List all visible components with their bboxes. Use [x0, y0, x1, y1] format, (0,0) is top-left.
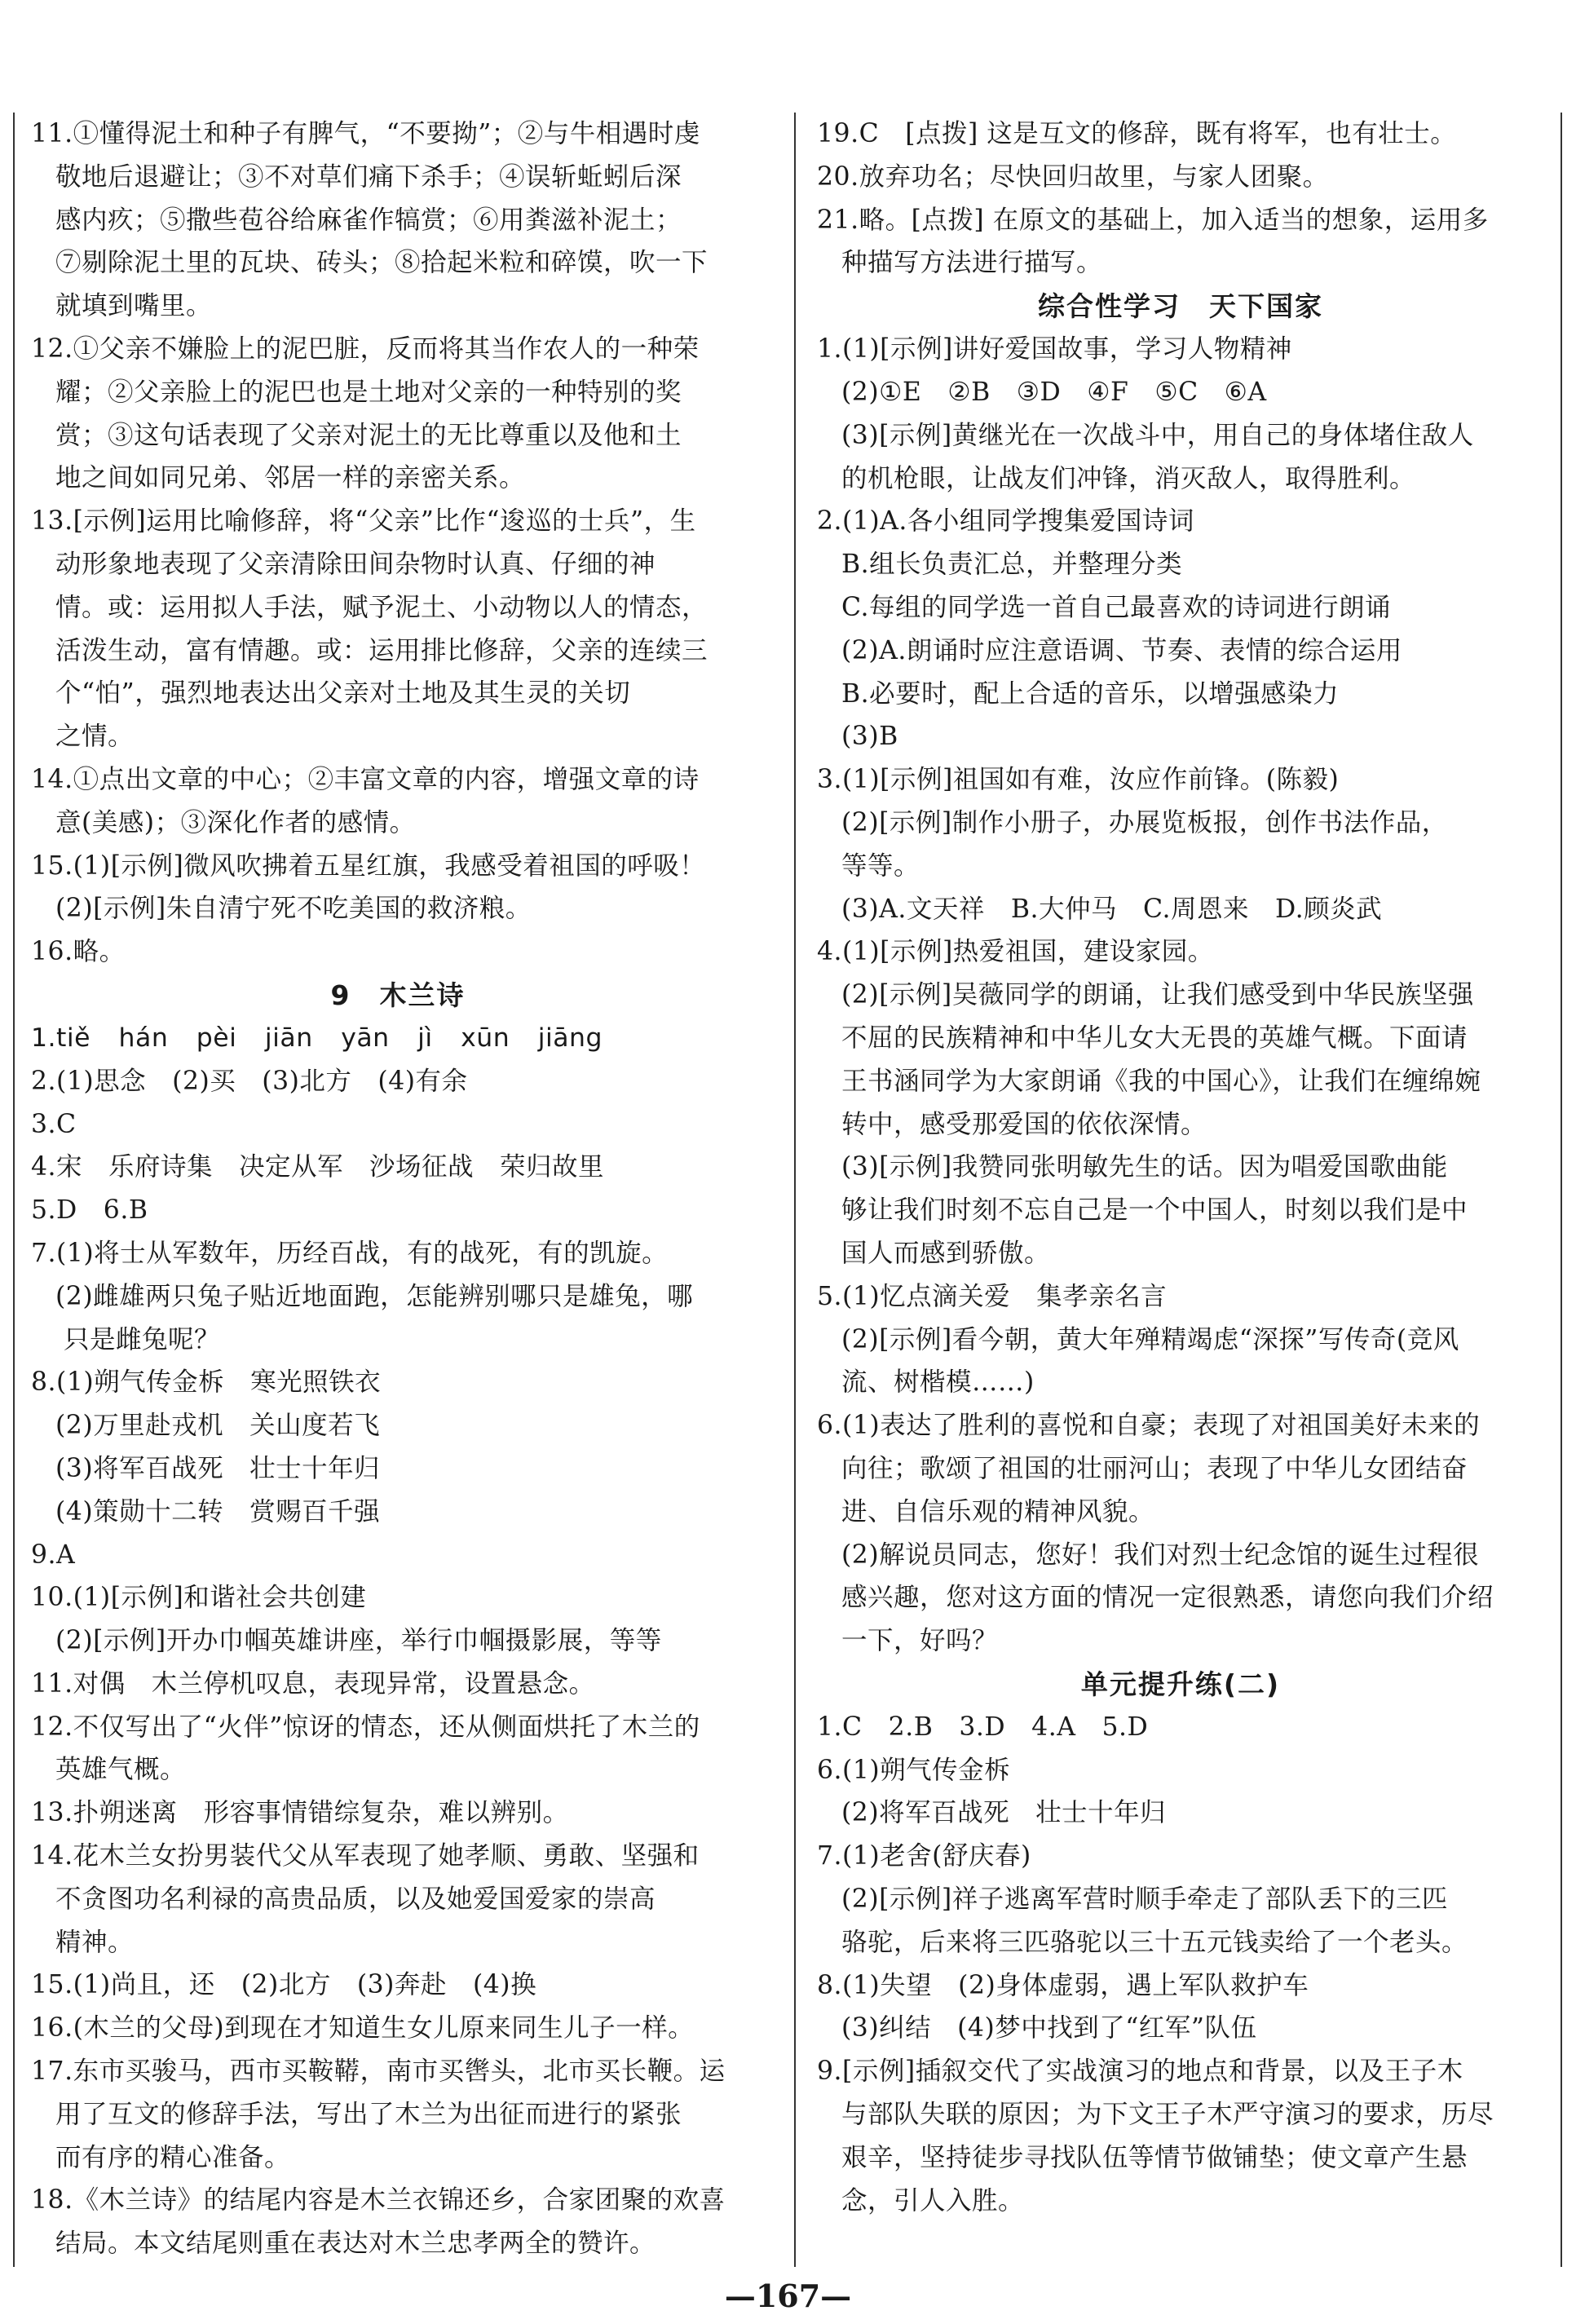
answer-line: 动形象地表现了父亲清除田间杂物时认真、仔细的神	[55, 549, 656, 579]
answer-line: 进、自信乐观的精神风貌。	[841, 1496, 1155, 1527]
answer-line: 16.略。	[31, 937, 126, 967]
answer-line: 敬地后退避让；③不对草们痛下杀手；④误斩蚯蚓后深	[55, 161, 682, 192]
answer-line: 18.《木兰诗》的结尾内容是木兰衣锦还乡，合家团聚的欢喜	[31, 2185, 726, 2216]
page-number: —167—	[724, 2278, 852, 2314]
answer-line: 情。或：运用拟人手法，赋予泥土、小动物以人的情态，	[55, 592, 709, 622]
answer-line: 骆驼，后来将三匹骆驼以三十五元钱卖给了一个老头。	[841, 1927, 1468, 1957]
section-heading: 9 木兰诗	[330, 979, 466, 1011]
answer-line: (4)策勋十二转 赏赐百千强	[55, 1496, 381, 1527]
answer-line: 1.C 2.B 3.D 4.A 5.D	[817, 1712, 1149, 1742]
answer-line: 20.放弃功名；尽快回归故里，与家人团聚。	[817, 161, 1329, 192]
answer-line: 向往；歌颂了祖国的壮丽河山；表现了中华儿女团结奋	[841, 1453, 1468, 1483]
answer-line: 1.tiě hán pèi jiān yān jì xūn jiāng	[31, 1023, 603, 1053]
answer-line: 15.(1)尚且，还 (2)北方 (3)奔赴 (4)换	[31, 1970, 537, 2000]
answer-line: 17.东市买骏马，西市买鞍鞯，南市买辔头，北市买长鞭。运	[31, 2057, 726, 2087]
answer-line: (2)①E ②B ③D ④F ⑤C ⑥A	[841, 377, 1267, 407]
answer-line: 耀；②父亲脸上的泥巴也是土地对父亲的一种特别的奖	[55, 377, 682, 407]
answer-line: (3)A.文天祥 B.大仲马 C.周恩来 D.顾炎武	[841, 894, 1383, 924]
answer-line: (3)将军百战死 壮士十年归	[55, 1453, 381, 1483]
answer-line: (2)雌雄两只兔子贴近地面跑，怎能辨别哪只是雄兔，哪	[55, 1281, 694, 1311]
answer-line: 的机枪眼，让战友们冲锋，消灭敌人，取得胜利。	[841, 463, 1416, 493]
answer-line: 种描写方法进行描写。	[841, 248, 1103, 278]
answer-line: 地之间如同兄弟、邻居一样的亲密关系。	[55, 463, 526, 493]
answer-line: 个“怕”，强烈地表达出父亲对土地及其生灵的关切	[55, 678, 631, 709]
answer-line: (3)纠结 (4)梦中找到了“红军”队伍	[841, 2013, 1257, 2043]
answer-line: 4.(1)[示例]热爱祖国，建设家园。	[817, 937, 1214, 967]
answer-line: 只是雌兔呢？	[64, 1324, 221, 1354]
answer-line: 一下，好吗？	[841, 1626, 999, 1656]
answer-line: 精神。	[55, 1927, 135, 1957]
answer-line: 流、树楷模……)	[841, 1367, 1035, 1398]
answer-line: 15.(1)[示例]微风吹拂着五星红旗，我感受着祖国的呼吸！	[31, 851, 706, 881]
answer-line: 不贪图功名利禄的高贵品质，以及她爱国爱家的崇高	[55, 1884, 656, 1914]
answer-line: 8.(1)失望 (2)身体虚弱，遇上军队救护车	[817, 1970, 1309, 2000]
answer-line: 结局。本文结尾则重在表达对木兰忠孝两全的赞许。	[55, 2229, 656, 2259]
answer-line: (2)[示例]祥子逃离军营时顺手牵走了部队丢下的三匹	[841, 1884, 1448, 1915]
answer-line: 9.[示例]插叙交代了实战演习的地点和背景，以及王子木	[817, 2057, 1463, 2087]
answer-line: 7.(1)将士从军数年，历经百战，有的战死，有的凯旋。	[31, 1238, 669, 1268]
answer-line: 王书涵同学为大家朗诵《我的中国心》，让我们在缠绵婉	[841, 1066, 1481, 1096]
answer-line: 赏；③这句话表现了父亲对泥土的无比尊重以及他和土	[55, 420, 682, 450]
answer-line: 8.(1)朔气传金柝 寒光照铁衣	[31, 1367, 382, 1398]
answer-line: (3)[示例]黄继光在一次战斗中，用自己的身体堵住敌人	[841, 420, 1474, 450]
answer-line: (3)[示例]我赞同张明敏先生的话。因为唱爱国歌曲能	[841, 1152, 1448, 1182]
answer-line: B.必要时，配上合适的音乐，以增强感染力	[841, 678, 1340, 709]
answer-line: 就填到嘴里。	[55, 291, 213, 321]
answer-line: (2)将军百战死 壮士十年归	[841, 1798, 1167, 1828]
answer-line: 5.D 6.B	[31, 1195, 148, 1226]
answer-line: B.组长负责汇总，并整理分类	[841, 550, 1183, 580]
answer-line: 国人而感到骄傲。	[841, 1238, 1051, 1268]
answer-line: 而有序的精心准备。	[55, 2142, 291, 2172]
answer-line: 16.(木兰的父母)到现在才知道生女儿原来同生儿子一样。	[31, 2013, 695, 2043]
answer-line: (2)万里赴戎机 关山度若飞	[55, 1411, 381, 1441]
answer-line: (3)B	[841, 722, 898, 752]
answer-line: 1.(1)[示例]讲好爱国故事，学习人物精神	[817, 334, 1292, 365]
answer-line: 10.(1)[示例]和谐社会共创建	[31, 1583, 367, 1613]
answer-line: 念，引人入胜。	[841, 2185, 1025, 2216]
answer-line: 与部队失联的原因；为下文王子木严守演习的要求，历尽	[841, 2100, 1494, 2130]
answer-line: 7.(1)老舍(舒庆春)	[817, 1841, 1031, 1871]
answer-line: 13.扑朔迷离 形容事情错综复杂，难以辨别。	[31, 1798, 569, 1828]
answer-line: C.每组的同学选一首自己最喜欢的诗词进行朗诵	[841, 592, 1391, 622]
answer-line: 13.[示例]运用比喻修辞，将“父亲”比作“逡巡的士兵”，生	[31, 506, 696, 537]
answer-line: 意(美感)；③深化作者的感情。	[55, 807, 416, 837]
answer-line: 活泼生动，富有情趣。或：运用排比修辞，父亲的连续三	[55, 635, 709, 665]
answer-line: 2.(1)A.各小组同学搜集爱国诗词	[817, 506, 1194, 537]
answer-line: 之情。	[55, 722, 135, 752]
answer-line: 21.略。[点拨] 在原文的基础上，加入适当的想象，运用多	[817, 205, 1489, 235]
answer-line: 19.C [点拨] 这是互文的修辞，既有将军，也有壮士。	[817, 119, 1457, 148]
answer-line: 14.①点出文章的中心；②丰富文章的内容，增强文章的诗	[31, 764, 700, 794]
answer-line: 11.①懂得泥土和种子有脾气，“不要拗”；②与牛相遇时虔	[31, 119, 700, 148]
answer-line: 12.①父亲不嫌脸上的泥巴脏，反而将其当作农人的一种荣	[31, 334, 700, 364]
answer-line: 12.不仅写出了“火伴”惊讶的情态，还从侧面烘托了木兰的	[31, 1712, 700, 1742]
answer-line: 够让我们时刻不忘自己是一个中国人，时刻以我们是中	[841, 1195, 1468, 1226]
answer-line: 5.(1)忆点滴关爱 集孝亲名言	[817, 1281, 1168, 1311]
answer-line: 11.对偶 木兰停机叹息，表现异常，设置悬念。	[31, 1668, 595, 1699]
answer-line: 6.(1)表达了胜利的喜悦和自豪；表现了对祖国美好未来的	[817, 1411, 1481, 1441]
answer-line: (2)[示例]吴薇同学的朗诵，让我们感受到中华民族坚强	[841, 980, 1474, 1010]
answer-line: (2)A.朗诵时应注意语调、节奏、表情的综合运用	[841, 635, 1402, 665]
answer-line: 不屈的民族精神和中华儿女大无畏的英雄气概。下面请	[841, 1023, 1468, 1053]
answer-line: 用了互文的修辞手法，写出了木兰为出征而进行的紧张	[55, 2099, 682, 2129]
answer-line: (2)[示例]开办巾帼英雄讲座，举行巾帼摄影展，等等	[55, 1626, 662, 1656]
answer-line: 4.宋 乐府诗集 决定从军 沙场征战 荣归故里	[31, 1152, 605, 1182]
answer-line: 3.C	[31, 1109, 77, 1139]
answer-line: 6.(1)朔气传金柝	[817, 1755, 1011, 1785]
answer-line: 艰辛，坚持徒步寻找队伍等情节做铺垫；使文章产生悬	[841, 2142, 1468, 2172]
section-heading: 单元提升练(二)	[1080, 1668, 1281, 1700]
answer-line: 等等。	[841, 851, 920, 881]
answer-line: (2)[示例]制作小册子，办展览板报，创作书法作品，	[841, 807, 1448, 837]
answer-line: (2)解说员同志，您好！我们对烈士纪念馆的诞生过程很	[841, 1540, 1480, 1570]
right-border	[1561, 113, 1562, 2267]
answer-line: (2)[示例]看今朝，黄大年殚精竭虑“深探”写传奇(竞风	[841, 1324, 1459, 1354]
left-border	[13, 113, 15, 2267]
answer-line: 感内疚；⑤撒些苞谷给麻雀作犒赏；⑥用粪滋补泥土；	[55, 205, 682, 235]
answer-line: 英雄气概。	[55, 1755, 187, 1785]
answer-line: ⑦剔除泥土里的瓦块、砖头；⑧拾起米粒和碎馍，吹一下	[55, 248, 709, 278]
answer-line: 14.花木兰女扮男装代父从军表现了她孝顺、勇敢、坚强和	[31, 1841, 700, 1871]
answer-line: 2.(1)思念 (2)买 (3)北方 (4)有余	[31, 1066, 468, 1096]
answer-line: 感兴趣，您对这方面的情况一定很熟悉，请您向我们介绍	[841, 1583, 1494, 1613]
answer-line: 3.(1)[示例]祖国如有难，汝应作前锋。(陈毅)	[817, 765, 1340, 795]
right-column	[817, 113, 1544, 2222]
section-heading: 综合性学习 天下国家	[1038, 290, 1323, 323]
answer-line: 9.A	[31, 1540, 76, 1570]
column-divider	[794, 113, 796, 2267]
left-column	[31, 113, 765, 2265]
answer-line: 转中，感受那爱国的依依深情。	[841, 1109, 1207, 1139]
answer-line: (2)[示例]朱自清宁死不吃美国的救济粮。	[55, 894, 532, 924]
